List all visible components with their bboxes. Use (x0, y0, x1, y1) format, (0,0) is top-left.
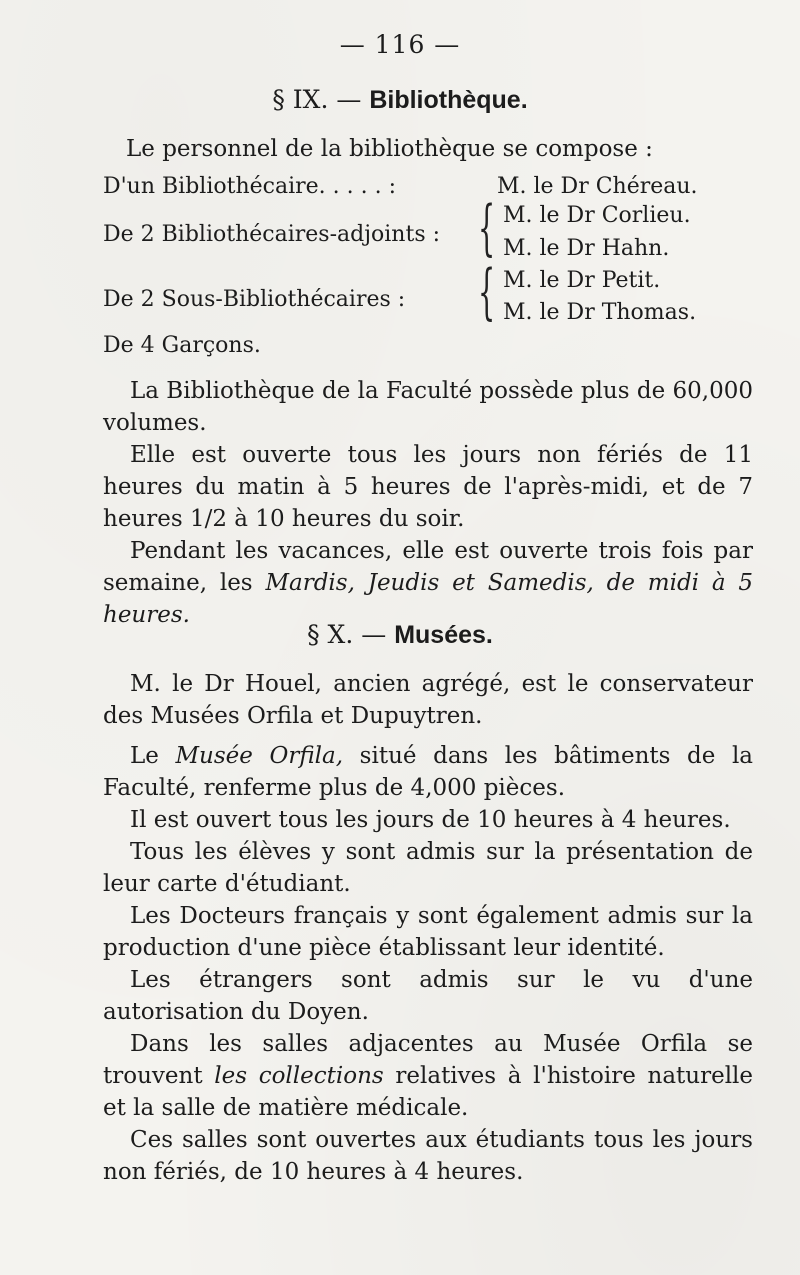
staff-intro: Le personnel de la bibliothèque se compose : (126, 136, 653, 162)
section-ix-title: Bibliothèque. (369, 86, 528, 114)
paragraph-students: Tous les élèves y sont admis sur la présentation de leur carte d'étudiant. (103, 839, 753, 897)
section-ix-heading (0, 85, 800, 115)
staff-role-librarian: D'un Bibliothécaire. . . . . : (103, 174, 397, 199)
paragraph-foreigners: Les étrangers sont admis sur le vu d'une autorisation du Doyen. (103, 967, 753, 1025)
staff-name-thomas: M. le Dr Thomas. (503, 300, 697, 325)
orfila-name: Musée Orfila, (175, 743, 344, 769)
section-x-heading (0, 620, 800, 650)
paragraph-salles (103, 1028, 753, 1124)
paragraph-vacances (103, 535, 753, 631)
paragraph-volumes: La Bibliothèque de la Faculté possède plus de 60,000 volumes. (103, 378, 753, 436)
page-number: — 116 — (339, 30, 461, 59)
brace-icon: { (478, 193, 496, 263)
orfila-text-after: situé dans les bâtiments de la Faculté, renferme plus de 4,000 pièces. (103, 743, 754, 801)
paragraph-doctors: Les Docteurs français y sont également admis sur la production d'une pièce établissant leur identité. (103, 903, 753, 961)
section-x-number: § X. — (307, 620, 387, 649)
vacances-days: Mardis, Jeudis et Samedis, de midi à 5 heures. (103, 570, 754, 628)
paragraph-salles-hours: Ces salles sont ouvertes aux étudiants tous les jours non fériés, de 10 heures à 4 heures. (103, 1127, 753, 1185)
staff-name-petit: M. le Dr Petit. (503, 268, 661, 293)
section-x-title: Musées. (394, 621, 493, 649)
staff-role-sous: De 2 Sous-Bibliothécaires : (103, 287, 406, 312)
salles-text-before: Dans les salles adjacentes au Musée Orfila se trouvent (103, 1031, 753, 1089)
paragraph-houel: M. le Dr Houel, ancien agrégé, est le conservateur des Musées Orfila et Dupuytren. (103, 671, 753, 729)
staff-name-corlieu: M. le Dr Corlieu. (503, 203, 691, 228)
paragraph-hours: Elle est ouverte tous les jours non fériés de 11 heures du matin à 5 heures de l'après-midi, et de 7 heures 1/2 à 10 heures du soir. (103, 442, 753, 532)
paragraph-orfila (103, 740, 753, 804)
section-ix-number: § IX. — (272, 85, 362, 114)
salles-collections: les collections (214, 1063, 384, 1089)
staff-role-adjoints: De 2 Bibliothécaires-adjoints : (103, 222, 441, 247)
brace-icon: { (478, 257, 496, 327)
staff-name-chereau: M. le Dr Chéreau. (497, 174, 698, 199)
paragraph-open: Il est ouvert tous les jours de 10 heures à 4 heures. (130, 807, 731, 833)
salles-text-after: relatives à l'histoire naturelle et la salle de matière médicale. (103, 1063, 754, 1121)
staff-name-hahn: M. le Dr Hahn. (503, 236, 670, 261)
orfila-text-before: Le (130, 743, 159, 769)
vacances-text: Pendant les vacances, elle est ouverte trois fois par semaine, les (103, 538, 753, 596)
staff-role-garcons: De 4 Garçons. (103, 333, 261, 358)
